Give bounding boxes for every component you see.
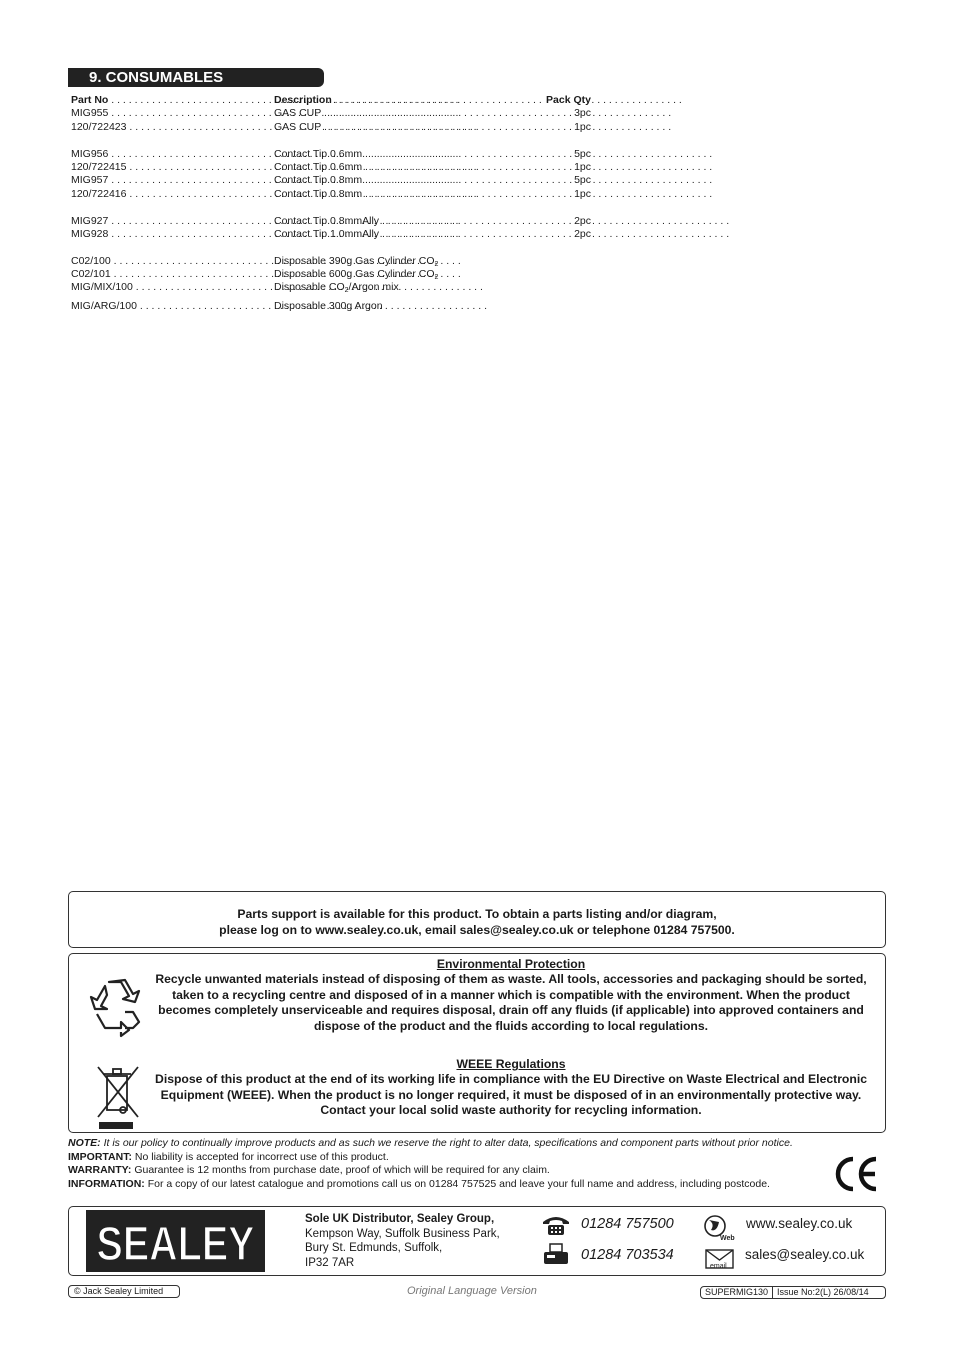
- description: Contact Tip 0.8mm . . .: [274, 174, 574, 187]
- description: Disposable 390g Gas Cylinder $CO_2$: [274, 254, 439, 268]
- description: Contact Tip 0.8mmAlly . . .: [274, 215, 574, 228]
- table-row: [71, 255, 591, 268]
- table-row: [71, 268, 591, 281]
- pack-qty: 1pc: [574, 160, 591, 173]
- ce-mark-icon: [834, 1155, 880, 1193]
- information-line: INFORMATION: For a copy of our latest catalogue and promotions call us on 01284 757525 and leave your full name and address, including postcode.: [68, 1177, 770, 1190]
- pack-qty: 5pc: [574, 147, 591, 160]
- header-part-no: Part No: [71, 94, 109, 106]
- environment-section: [155, 957, 867, 1034]
- svg-text:SEALEY: SEALEY: [96, 1218, 255, 1271]
- part-no: MIG956 . . .: [71, 148, 272, 161]
- pack-qty: 5pc: [574, 174, 591, 187]
- part-no: 120/722423 . . .: [71, 121, 272, 134]
- table-row: [71, 148, 591, 161]
- description: Contact Tip 0.6mm . . .: [274, 148, 574, 161]
- email-link[interactable]: sales@sealey.co.uk: [745, 1247, 865, 1262]
- pack-qty: 1pc: [574, 187, 591, 200]
- address-line: Bury St. Edmunds, Suffolk,: [305, 1242, 443, 1254]
- telephone-icon: [541, 1214, 571, 1236]
- parts-support-box: [68, 891, 886, 948]
- parts-support-line1: Parts support is available for this product. To obtain a parts listing and/or diagram,: [237, 907, 717, 921]
- environment-title: Environmental Protection: [436, 957, 586, 971]
- email-icon-label: email: [710, 1263, 727, 1270]
- weee-text: Dispose of this product at the end of its working life in compliance with the EU Directive on Waste Electrical and Electronic Equipment (WEEE). When the product is no longer required, it must be disposed of in an environmentally protective way. Contact your local solid waste authority for recycling information.: [155, 1072, 867, 1118]
- pack-qty: 3pc: [574, 107, 591, 120]
- part-no: MIG/MIX/100 . . .: [71, 281, 272, 294]
- table-row: [71, 107, 591, 120]
- part-no: MIG957 . . .: [71, 174, 272, 187]
- weee-section: [155, 1057, 867, 1119]
- table-row: [71, 228, 591, 241]
- table-row: [71, 174, 591, 187]
- table-row: [71, 281, 591, 294]
- table-row: [71, 215, 591, 228]
- environment-text: Recycle unwanted materials instead of disposing of them as waste. All tools, accessories and packaging should be sorted, taken to a recycling centre and disposed of in a manner which is compatible with the environment. When the product becomes completely unserviceable and requires disposal, drain off any fluids (if applicable) into approved containers and dispose of the product and the fluids according to local regulations.: [155, 972, 867, 1033]
- envelope-icon: [705, 1248, 735, 1270]
- part-no: MIG/ARG/100 . . .: [71, 300, 272, 313]
- fax-icon: [541, 1242, 571, 1266]
- table-row: [71, 161, 591, 174]
- parts-support-line2: please log on to www.sealey.co.uk, email sales@sealey.co.uk or telephone 01284 757500.: [219, 922, 735, 937]
- table-row: [71, 121, 591, 134]
- address-line: IP32 7AR: [305, 1256, 355, 1269]
- part-no: C02/101 . . .: [71, 268, 272, 281]
- table-header: [71, 94, 591, 107]
- description: Disposable 300g Argon: [274, 299, 383, 312]
- header-pack-qty: Pack Qty: [546, 94, 591, 106]
- table-row: [71, 300, 591, 313]
- part-no: MIG928 . . .: [71, 228, 272, 241]
- consumables-table: [71, 94, 591, 313]
- issue-number: Issue No:2(L) 26/08/14: [777, 1287, 869, 1297]
- distributor-title: Sole UK Distributor, Sealey Group,: [305, 1213, 495, 1225]
- sealey-logo: [86, 1210, 265, 1272]
- section-title: 9. CONSUMABLES: [68, 68, 324, 87]
- description: Contact Tip 0.6mm . . .: [274, 161, 574, 174]
- notes-block: [68, 1137, 868, 1191]
- header-description: Description: [274, 94, 332, 106]
- note-line: NOTE: It is our policy to continually improve products and as such we reserve the right to alter data, specifications and component parts without prior notice.: [68, 1137, 793, 1149]
- pack-qty: 2pc: [574, 214, 591, 227]
- address-line: Kempson Way, Suffolk Business Park,: [305, 1227, 500, 1240]
- part-no: MIG927 . . .: [71, 215, 272, 228]
- description: Contact Tip 0.8mm . . .: [274, 188, 574, 201]
- important-line: IMPORTANT: No liability is accepted for incorrect use of this product.: [68, 1150, 389, 1163]
- language-version: Original Language Version: [407, 1285, 537, 1297]
- description: Contact Tip 1.0mmAlly . . .: [274, 228, 574, 241]
- table-row: [71, 188, 591, 201]
- warranty-line: WARRANTY: Guarantee is 12 months from purchase date, proof of which will be required for any claim.: [68, 1164, 550, 1176]
- globe-icon: [703, 1214, 737, 1242]
- description: Disposable $CO_2$/Argon mix: [274, 281, 399, 295]
- website-link[interactable]: www.sealey.co.uk: [746, 1216, 853, 1231]
- model-number: SUPERMIG130: [701, 1287, 773, 1298]
- phone-number[interactable]: 01284 757500: [581, 1216, 674, 1232]
- fax-number[interactable]: 01284 703534: [581, 1247, 674, 1263]
- description: Disposable 600g Gas Cylinder $CO_2$: [274, 268, 439, 282]
- copyright: © Jack Sealey Limited: [68, 1285, 180, 1298]
- document-reference: [700, 1286, 886, 1299]
- recycle-icon: [87, 976, 145, 1032]
- description: GAS CUP . . .: [274, 121, 574, 134]
- part-no: 120/722416 . . .: [71, 188, 272, 201]
- part-no: MIG955 . . .: [71, 107, 272, 120]
- pack-qty: 2pc: [574, 227, 591, 240]
- crossed-bin-icon: [93, 1062, 143, 1130]
- part-no: C02/100 . . .: [71, 255, 272, 268]
- part-no: 120/722415 . . .: [71, 161, 272, 174]
- pack-qty: 1pc: [574, 120, 591, 133]
- distributor-address: [305, 1212, 500, 1270]
- description: GAS CUP . . .: [274, 107, 574, 120]
- web-icon-label: Web: [720, 1235, 735, 1242]
- weee-title: WEEE Regulations: [456, 1057, 566, 1071]
- environment-box: [68, 953, 886, 1133]
- sealey-logo-graphic: [86, 1210, 265, 1272]
